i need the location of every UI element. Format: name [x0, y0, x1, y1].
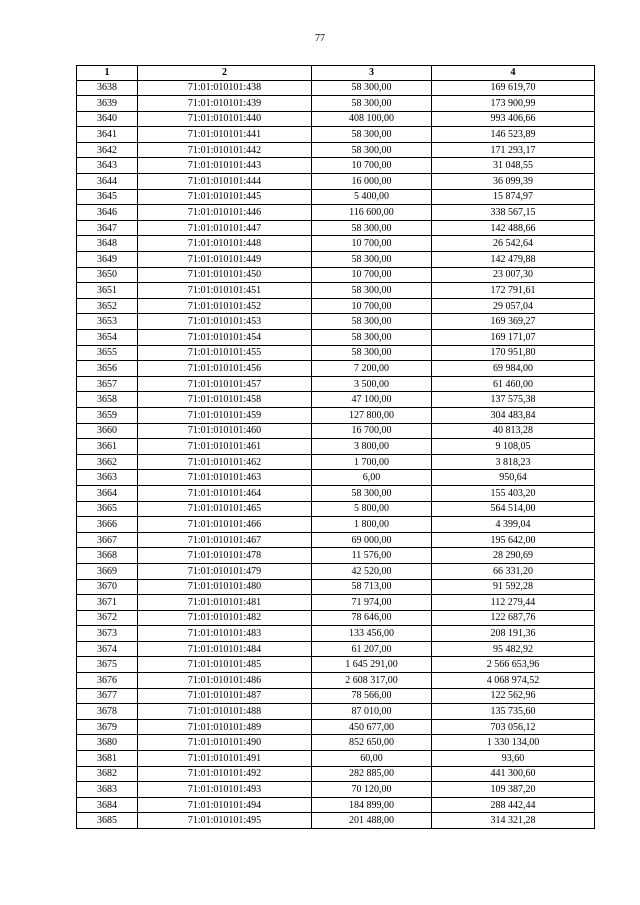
value-column-4-cell: 95 482,92 — [432, 641, 595, 657]
table-row — [77, 80, 595, 96]
cadastral-number-cell: 71:01:010101:451 — [138, 283, 312, 299]
value-column-4-cell: 9 108,05 — [432, 439, 595, 455]
value-column-3-cell: 16 700,00 — [312, 423, 432, 439]
cadastral-number-cell: 71:01:010101:449 — [138, 252, 312, 268]
value-column-3-cell: 58 300,00 — [312, 485, 432, 501]
value-column-3-cell: 71 974,00 — [312, 595, 432, 611]
table-row — [77, 96, 595, 112]
value-column-3-cell: 58 300,00 — [312, 96, 432, 112]
row-number-cell: 3676 — [77, 673, 138, 689]
row-number-cell: 3663 — [77, 470, 138, 486]
value-column-4-cell: 61 460,00 — [432, 376, 595, 392]
row-number-cell: 3665 — [77, 501, 138, 517]
value-column-3-cell: 58 300,00 — [312, 127, 432, 143]
cadastral-number-cell: 71:01:010101:486 — [138, 673, 312, 689]
value-column-4-cell: 172 791,61 — [432, 283, 595, 299]
value-column-4-cell: 28 290,69 — [432, 548, 595, 564]
cadastral-number-cell: 71:01:010101:466 — [138, 517, 312, 533]
table-row — [77, 111, 595, 127]
cadastral-number-cell: 71:01:010101:442 — [138, 142, 312, 158]
column-header-2: 2 — [138, 66, 312, 81]
table-row — [77, 189, 595, 205]
value-column-3-cell: 61 207,00 — [312, 641, 432, 657]
value-column-3-cell: 10 700,00 — [312, 158, 432, 174]
cadastral-number-cell: 71:01:010101:453 — [138, 314, 312, 330]
cadastral-number-cell: 71:01:010101:443 — [138, 158, 312, 174]
value-column-4-cell: 288 442,44 — [432, 797, 595, 813]
value-column-4-cell: 26 542,64 — [432, 236, 595, 252]
value-column-4-cell: 173 900,99 — [432, 96, 595, 112]
value-column-4-cell: 169 369,27 — [432, 314, 595, 330]
cadastral-number-cell: 71:01:010101:495 — [138, 813, 312, 829]
row-number-cell: 3642 — [77, 142, 138, 158]
table-row — [77, 392, 595, 408]
value-column-3-cell: 58 300,00 — [312, 345, 432, 361]
cadastral-number-cell: 71:01:010101:445 — [138, 189, 312, 205]
table-row — [77, 454, 595, 470]
value-column-3-cell: 69 000,00 — [312, 532, 432, 548]
table-row — [77, 579, 595, 595]
row-number-cell: 3684 — [77, 797, 138, 813]
table-row — [77, 751, 595, 767]
row-number-cell: 3671 — [77, 595, 138, 611]
table-row — [77, 439, 595, 455]
cadastral-number-cell: 71:01:010101:465 — [138, 501, 312, 517]
value-column-3-cell: 58 300,00 — [312, 314, 432, 330]
table-row — [77, 517, 595, 533]
row-number-cell: 3649 — [77, 252, 138, 268]
value-column-3-cell: 1 700,00 — [312, 454, 432, 470]
value-column-3-cell: 42 520,00 — [312, 563, 432, 579]
table-row — [77, 548, 595, 564]
value-column-4-cell: 441 300,60 — [432, 766, 595, 782]
cadastral-number-cell: 71:01:010101:493 — [138, 782, 312, 798]
row-number-cell: 3655 — [77, 345, 138, 361]
row-number-cell: 3660 — [77, 423, 138, 439]
table-row — [77, 501, 595, 517]
cadastral-number-cell: 71:01:010101:459 — [138, 407, 312, 423]
value-column-4-cell: 122 562,96 — [432, 688, 595, 704]
row-number-cell: 3650 — [77, 267, 138, 283]
table-row — [77, 766, 595, 782]
row-number-cell: 3680 — [77, 735, 138, 751]
table-row — [77, 563, 595, 579]
cadastral-number-cell: 71:01:010101:446 — [138, 205, 312, 221]
table-row — [77, 220, 595, 236]
cadastral-number-cell: 71:01:010101:467 — [138, 532, 312, 548]
value-column-3-cell: 3 800,00 — [312, 439, 432, 455]
row-number-cell: 3678 — [77, 704, 138, 720]
table-row — [77, 142, 595, 158]
cadastral-number-cell: 71:01:010101:450 — [138, 267, 312, 283]
table-row — [77, 735, 595, 751]
cadastral-number-cell: 71:01:010101:491 — [138, 751, 312, 767]
value-column-4-cell: 146 523,89 — [432, 127, 595, 143]
table-row — [77, 407, 595, 423]
table-row — [77, 127, 595, 143]
row-number-cell: 3657 — [77, 376, 138, 392]
cadastral-number-cell: 71:01:010101:461 — [138, 439, 312, 455]
cadastral-number-cell: 71:01:010101:482 — [138, 610, 312, 626]
cadastral-number-cell: 71:01:010101:478 — [138, 548, 312, 564]
cadastral-number-cell: 71:01:010101:464 — [138, 485, 312, 501]
value-column-4-cell: 3 818,23 — [432, 454, 595, 470]
table-row — [77, 252, 595, 268]
value-column-4-cell: 304 483,84 — [432, 407, 595, 423]
row-number-cell: 3683 — [77, 782, 138, 798]
row-number-cell: 3639 — [77, 96, 138, 112]
value-column-3-cell: 70 120,00 — [312, 782, 432, 798]
value-column-4-cell: 66 331,20 — [432, 563, 595, 579]
cadastral-number-cell: 71:01:010101:479 — [138, 563, 312, 579]
value-column-3-cell: 184 899,00 — [312, 797, 432, 813]
row-number-cell: 3682 — [77, 766, 138, 782]
value-column-4-cell: 142 479,88 — [432, 252, 595, 268]
cadastral-number-cell: 71:01:010101:481 — [138, 595, 312, 611]
value-column-3-cell: 10 700,00 — [312, 298, 432, 314]
cadastral-number-cell: 71:01:010101:489 — [138, 719, 312, 735]
value-column-3-cell: 7 200,00 — [312, 361, 432, 377]
cadastral-number-cell: 71:01:010101:480 — [138, 579, 312, 595]
row-number-cell: 3662 — [77, 454, 138, 470]
value-column-3-cell: 58 300,00 — [312, 142, 432, 158]
value-column-3-cell: 10 700,00 — [312, 267, 432, 283]
row-number-cell: 3645 — [77, 189, 138, 205]
cadastral-number-cell: 71:01:010101:456 — [138, 361, 312, 377]
value-column-4-cell: 4 068 974,52 — [432, 673, 595, 689]
value-column-4-cell: 314 321,28 — [432, 813, 595, 829]
value-column-3-cell: 282 885,00 — [312, 766, 432, 782]
table-row — [77, 205, 595, 221]
value-column-3-cell: 1 800,00 — [312, 517, 432, 533]
cadastral-number-cell: 71:01:010101:458 — [138, 392, 312, 408]
value-column-4-cell: 135 735,60 — [432, 704, 595, 720]
row-number-cell: 3667 — [77, 532, 138, 548]
table-row — [77, 423, 595, 439]
value-column-3-cell: 16 000,00 — [312, 174, 432, 190]
row-number-cell: 3661 — [77, 439, 138, 455]
row-number-cell: 3647 — [77, 220, 138, 236]
value-column-4-cell: 112 279,44 — [432, 595, 595, 611]
value-column-3-cell: 133 456,00 — [312, 626, 432, 642]
cadastral-number-cell: 71:01:010101:439 — [138, 96, 312, 112]
table-row — [77, 283, 595, 299]
table-row — [77, 485, 595, 501]
page-number: 77 — [315, 33, 325, 44]
table-row — [77, 376, 595, 392]
table-row — [77, 298, 595, 314]
value-column-4-cell: 69 984,00 — [432, 361, 595, 377]
value-column-4-cell: 169 619,70 — [432, 80, 595, 96]
value-column-4-cell: 91 592,28 — [432, 579, 595, 595]
value-column-4-cell: 171 293,17 — [432, 142, 595, 158]
value-column-4-cell: 703 056,12 — [432, 719, 595, 735]
value-column-4-cell: 155 403,20 — [432, 485, 595, 501]
cadastral-number-cell: 71:01:010101:444 — [138, 174, 312, 190]
row-number-cell: 3669 — [77, 563, 138, 579]
value-column-3-cell: 58 300,00 — [312, 283, 432, 299]
table-row — [77, 719, 595, 735]
value-column-4-cell: 4 399,04 — [432, 517, 595, 533]
row-number-cell: 3643 — [77, 158, 138, 174]
cadastral-number-cell: 71:01:010101:490 — [138, 735, 312, 751]
value-column-4-cell: 993 406,66 — [432, 111, 595, 127]
value-column-4-cell: 29 057,04 — [432, 298, 595, 314]
row-number-cell: 3641 — [77, 127, 138, 143]
value-column-4-cell: 109 387,20 — [432, 782, 595, 798]
table-row — [77, 314, 595, 330]
value-column-3-cell: 5 400,00 — [312, 189, 432, 205]
cadastral-number-cell: 71:01:010101:463 — [138, 470, 312, 486]
table-row — [77, 174, 595, 190]
value-column-4-cell: 142 488,66 — [432, 220, 595, 236]
cadastral-number-cell: 71:01:010101:485 — [138, 657, 312, 673]
value-column-3-cell: 60,00 — [312, 751, 432, 767]
table-row — [77, 673, 595, 689]
row-number-cell: 3677 — [77, 688, 138, 704]
cadastral-number-cell: 71:01:010101:494 — [138, 797, 312, 813]
value-column-3-cell: 450 677,00 — [312, 719, 432, 735]
row-number-cell: 3668 — [77, 548, 138, 564]
table-row — [77, 532, 595, 548]
table-row — [77, 813, 595, 829]
row-number-cell: 3681 — [77, 751, 138, 767]
row-number-cell: 3675 — [77, 657, 138, 673]
table-row — [77, 361, 595, 377]
value-column-3-cell: 6,00 — [312, 470, 432, 486]
row-number-cell: 3685 — [77, 813, 138, 829]
table-row — [77, 267, 595, 283]
value-column-4-cell: 137 575,38 — [432, 392, 595, 408]
cadastral-number-cell: 71:01:010101:484 — [138, 641, 312, 657]
data-table — [76, 65, 595, 829]
row-number-cell: 3652 — [77, 298, 138, 314]
cadastral-number-cell: 71:01:010101:460 — [138, 423, 312, 439]
value-column-3-cell: 201 488,00 — [312, 813, 432, 829]
value-column-4-cell: 1 330 134,00 — [432, 735, 595, 751]
row-number-cell: 3658 — [77, 392, 138, 408]
row-number-cell: 3654 — [77, 330, 138, 346]
cadastral-number-cell: 71:01:010101:455 — [138, 345, 312, 361]
table-row — [77, 626, 595, 642]
cadastral-number-cell: 71:01:010101:457 — [138, 376, 312, 392]
row-number-cell: 3646 — [77, 205, 138, 221]
value-column-4-cell: 15 874,97 — [432, 189, 595, 205]
value-column-3-cell: 127 800,00 — [312, 407, 432, 423]
row-number-cell: 3679 — [77, 719, 138, 735]
row-number-cell: 3673 — [77, 626, 138, 642]
value-column-3-cell: 1 645 291,00 — [312, 657, 432, 673]
table-row — [77, 236, 595, 252]
value-column-3-cell: 58 300,00 — [312, 80, 432, 96]
row-number-cell: 3674 — [77, 641, 138, 657]
value-column-3-cell: 116 600,00 — [312, 205, 432, 221]
value-column-3-cell: 5 800,00 — [312, 501, 432, 517]
value-column-3-cell: 87 010,00 — [312, 704, 432, 720]
row-number-cell: 3656 — [77, 361, 138, 377]
cadastral-number-cell: 71:01:010101:454 — [138, 330, 312, 346]
cadastral-number-cell: 71:01:010101:438 — [138, 80, 312, 96]
value-column-4-cell: 338 567,15 — [432, 205, 595, 221]
value-column-4-cell: 93,60 — [432, 751, 595, 767]
table-row — [77, 688, 595, 704]
value-column-4-cell: 122 687,76 — [432, 610, 595, 626]
value-column-4-cell: 208 191,36 — [432, 626, 595, 642]
value-column-4-cell: 170 951,80 — [432, 345, 595, 361]
value-column-4-cell: 950,64 — [432, 470, 595, 486]
value-column-3-cell: 58 713,00 — [312, 579, 432, 595]
cadastral-number-cell: 71:01:010101:448 — [138, 236, 312, 252]
table-row — [77, 657, 595, 673]
value-column-3-cell: 2 608 317,00 — [312, 673, 432, 689]
column-header-3: 3 — [312, 66, 432, 81]
row-number-cell: 3640 — [77, 111, 138, 127]
value-column-3-cell: 58 300,00 — [312, 330, 432, 346]
value-column-4-cell: 23 007,30 — [432, 267, 595, 283]
cadastral-number-cell: 71:01:010101:452 — [138, 298, 312, 314]
value-column-4-cell: 564 514,00 — [432, 501, 595, 517]
column-header-1: 1 — [77, 66, 138, 81]
table-row — [77, 470, 595, 486]
table-row — [77, 782, 595, 798]
table-header-row — [77, 66, 595, 81]
value-column-3-cell: 3 500,00 — [312, 376, 432, 392]
value-column-3-cell: 78 566,00 — [312, 688, 432, 704]
table-row — [77, 704, 595, 720]
cadastral-number-cell: 71:01:010101:487 — [138, 688, 312, 704]
value-column-4-cell: 31 048,55 — [432, 158, 595, 174]
row-number-cell: 3664 — [77, 485, 138, 501]
value-column-3-cell: 11 576,00 — [312, 548, 432, 564]
row-number-cell: 3644 — [77, 174, 138, 190]
cadastral-number-cell: 71:01:010101:492 — [138, 766, 312, 782]
row-number-cell: 3651 — [77, 283, 138, 299]
table-row — [77, 610, 595, 626]
value-column-3-cell: 47 100,00 — [312, 392, 432, 408]
cadastral-number-cell: 71:01:010101:440 — [138, 111, 312, 127]
cadastral-number-cell: 71:01:010101:483 — [138, 626, 312, 642]
value-column-4-cell: 195 642,00 — [432, 532, 595, 548]
table-row — [77, 330, 595, 346]
row-number-cell: 3653 — [77, 314, 138, 330]
value-column-3-cell: 58 300,00 — [312, 220, 432, 236]
value-column-3-cell: 10 700,00 — [312, 236, 432, 252]
column-header-4: 4 — [432, 66, 595, 81]
cadastral-number-cell: 71:01:010101:441 — [138, 127, 312, 143]
value-column-3-cell: 58 300,00 — [312, 252, 432, 268]
value-column-3-cell: 78 646,00 — [312, 610, 432, 626]
row-number-cell: 3659 — [77, 407, 138, 423]
cadastral-number-cell: 71:01:010101:447 — [138, 220, 312, 236]
table-row — [77, 797, 595, 813]
row-number-cell: 3648 — [77, 236, 138, 252]
table-row — [77, 345, 595, 361]
row-number-cell: 3638 — [77, 80, 138, 96]
cadastral-number-cell: 71:01:010101:462 — [138, 454, 312, 470]
value-column-3-cell: 408 100,00 — [312, 111, 432, 127]
value-column-4-cell: 2 566 653,96 — [432, 657, 595, 673]
value-column-4-cell: 36 099,39 — [432, 174, 595, 190]
value-column-4-cell: 169 171,07 — [432, 330, 595, 346]
value-column-4-cell: 40 813,28 — [432, 423, 595, 439]
cadastral-number-cell: 71:01:010101:488 — [138, 704, 312, 720]
table-row — [77, 641, 595, 657]
table-row — [77, 595, 595, 611]
table-body — [77, 80, 595, 829]
row-number-cell: 3666 — [77, 517, 138, 533]
row-number-cell: 3670 — [77, 579, 138, 595]
value-column-3-cell: 852 650,00 — [312, 735, 432, 751]
table-row — [77, 158, 595, 174]
row-number-cell: 3672 — [77, 610, 138, 626]
